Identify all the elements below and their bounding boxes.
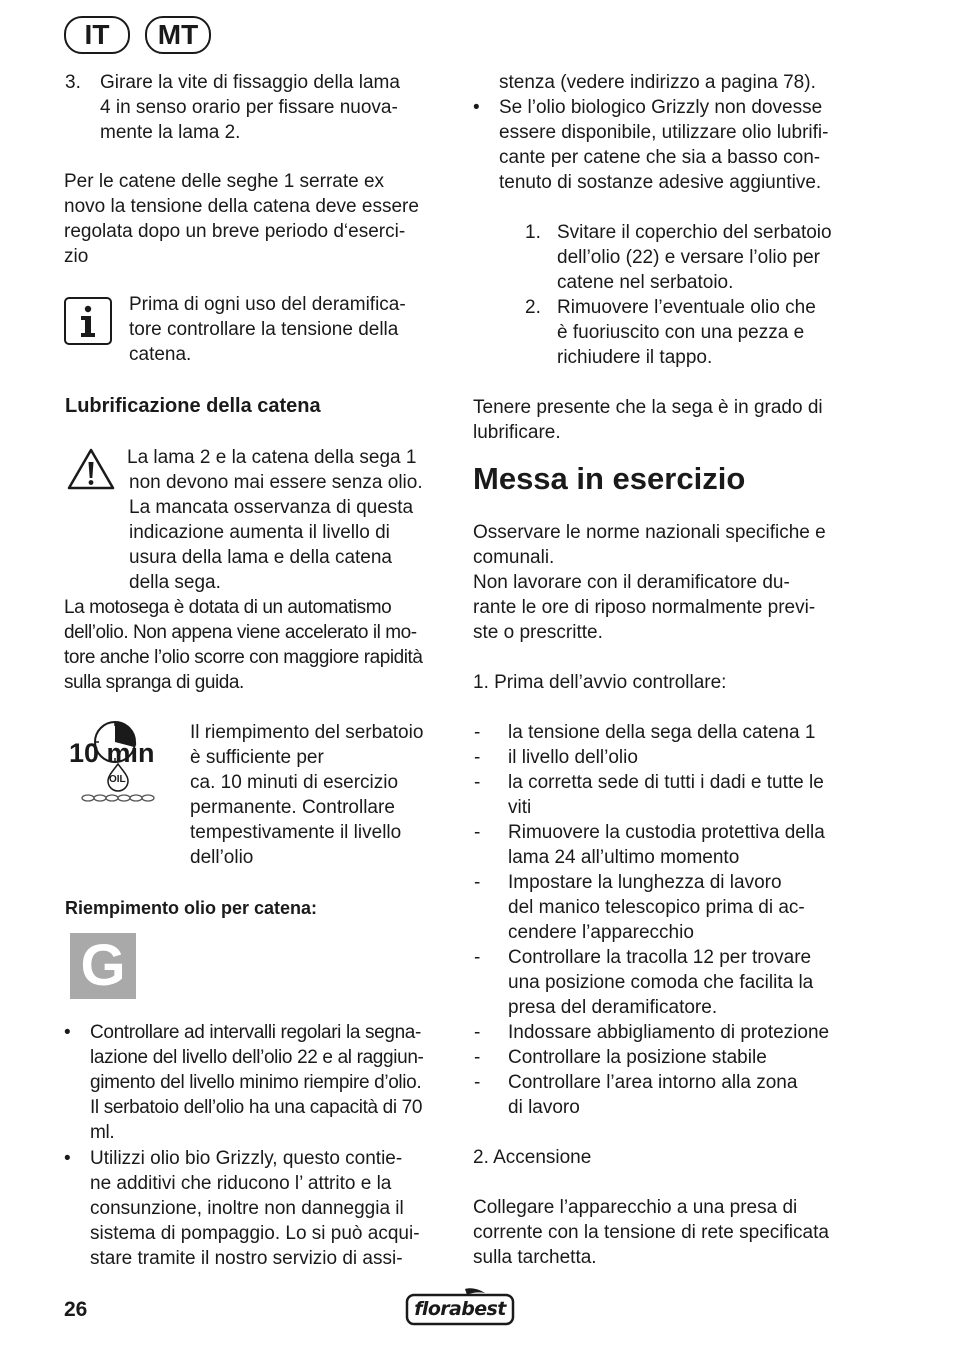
text-line: stenza (vedere indirizzo a pagina 78). [499,72,816,93]
warning-icon [66,447,116,491]
text-line: del manico telescopico prima di ac- [508,897,805,918]
text-line: è fuoriuscito con una pezza e [557,322,805,343]
text-line: indicazione aumenta il livello di [129,522,390,543]
dash-marker: - [474,1022,481,1043]
text-line: non devono mai essere senza olio. [129,472,423,493]
text-line: tempestivamente il livello [190,822,402,843]
text-line: Se l’olio biologico Grizzly non dovesse [499,97,823,118]
text-line: La mancata osservanza di questa [129,497,414,518]
text-line: ml. [90,1122,115,1143]
text-line: Svitare il coperchio del serbatoio [557,222,832,243]
text-line: corrente con la tensione di rete specificata [473,1222,829,1243]
bullet-marker: • [64,1022,71,1043]
step-number: 2. [525,297,541,318]
text-line: Collegare l’apparecchio a una presa di [473,1197,798,1218]
oil-timer-label: 10 min [69,738,155,768]
text-line: sulla spranga di guida. [64,672,244,693]
text-line: Utilizzi olio bio Grizzly, questo contie- [90,1148,403,1169]
language-badge-mt: MT [145,16,211,54]
text-line: rante le ore di riposo normalmente previ- [473,597,816,618]
info-icon [64,297,112,345]
text-line: il livello dell’olio [508,747,638,768]
text-line: ne additivi che riducono l’ attrito e la [90,1173,392,1194]
dash-marker: - [474,947,481,968]
page-number: 26 [64,1298,88,1321]
text-line: tore controllare la tensione della [129,319,399,340]
text-line: ca. 10 minuti di esercizio [190,772,399,793]
dash-marker: - [474,722,481,743]
text-line: essere disponibile, utilizzare olio lubrifi- [499,122,829,143]
text-line: stare tramite il nostro servizio di assi- [90,1248,403,1269]
bullet-marker: • [473,97,480,118]
text-line: Prima di ogni uso del deramifica- [129,294,406,315]
text-line: della sega. [129,572,221,593]
text-line: la tensione della sega della catena 1 [508,722,816,743]
text-line: Controllare la posizione stabile [508,1047,767,1068]
text-line: Il riempimento del serbatoio [190,722,424,743]
figure-reference-g [70,933,136,999]
text-line: 4 in senso orario per fissare nuova- [100,97,398,118]
text-line: Tenere presente che la sega è in grado di [473,397,823,418]
text-line: Indossare abbigliamento di protezione [508,1022,830,1043]
text-line: sulla tarchetta. [473,1247,597,1268]
dash-marker: - [474,822,481,843]
text-line: usura della lama e della catena [129,547,393,568]
oil-timer-icon [66,716,166,812]
text-line: cendere l’apparecchio [508,922,694,943]
text-line: viti [508,797,532,818]
florabest-logo [405,1287,515,1327]
text-line: consunzione, inoltre non danneggia il [90,1198,404,1219]
step-number: 1. [525,222,541,243]
text-line: gimento del livello minimo riempire d’olio. [90,1072,422,1093]
text-line: Non lavorare con il deramificatore du- [473,572,790,593]
step-number: 3. [65,72,81,93]
text-line: tore anche l’olio scorre con maggiore rapidità [64,647,423,668]
text-line: una posizione comoda che facilita la [508,972,814,993]
text-line: novo la tensione della catena deve essere [64,196,419,217]
text-line: Il serbatoio dell’olio ha una capacità di 70 [90,1097,423,1118]
text-line: Per le catene delle seghe 1 serrate ex [64,171,385,192]
dash-marker: - [474,747,481,768]
heading-lubrication: Lubrificazione della catena [65,395,321,417]
section-title: Messa in esercizio [473,461,746,496]
dash-marker: - [474,1047,481,1068]
text-line: La motosega è dotata di un automatismo [64,597,392,618]
text-line: zio [64,246,89,267]
text-line: permanente. Controllare [190,797,395,818]
text-line: catena. [129,344,192,365]
text-line: Controllare ad intervalli regolari la segna- [90,1022,421,1043]
text-line: Rimuovere la custodia protettiva della [508,822,825,843]
text-line: dell’olio [190,847,254,868]
bullet-marker: • [64,1148,71,1169]
power-on-title: 2. Accensione [473,1147,592,1168]
dash-marker: - [474,772,481,793]
text-line: lama 24 all’ultimo momento [508,847,740,868]
text-line: Controllare la tracolla 12 per trovare [508,947,812,968]
text-line: Rimuovere l’eventuale olio che [557,297,816,318]
dash-marker: - [474,1072,481,1093]
text-line: comunali. [473,547,555,568]
text-line: Impostare la lunghezza di lavoro [508,872,782,893]
text-line: dell’olio. Non appena viene accelerato il mo- [64,622,417,643]
text-line: catene nel serbatoio. [557,272,734,293]
language-badge-it: IT [64,16,130,54]
text-line: ste o prescritte. [473,622,603,643]
text-line: Osservare le norme nazionali specifiche e [473,522,826,543]
heading-oil-fill: Riempimento olio per catena: [65,898,318,918]
text-line: la corretta sede di tutti i dadi e tutte le [508,772,824,793]
text-line: Controllare l’area intorno alla zona [508,1072,798,1093]
text-line: presa del deramificatore. [508,997,718,1018]
text-line: richiudere il tappo. [557,347,713,368]
text-line: di lavoro [508,1097,580,1118]
text-line: regolata dopo un breve periodo d‘eserci- [64,221,406,242]
text-line: sistema di pompaggio. Lo si può acqui- [90,1223,420,1244]
text-line: mente la lama 2. [100,122,241,143]
text-line: è sufficiente per [190,747,324,768]
text-line: dell’olio (22) e versare l’olio per [557,247,820,268]
text-line: Girare la vite di fissaggio della lama [100,72,400,93]
text-line: La lama 2 e la catena della sega 1 [127,447,417,468]
text-line: lazione del livello dell’olio 22 e al raggiun- [90,1047,424,1068]
text-line: cante per catene che sia a basso con- [499,147,821,168]
text-line: tenuto di sostanze adesive aggiuntive. [499,172,822,193]
oil-drop-label: OIL [109,774,126,785]
dash-marker: - [474,872,481,893]
figure-letter: G [80,933,126,998]
check-list-title: 1. Prima dell’avvio controllare: [473,672,727,693]
logo-wordmark: florabest [414,1298,506,1320]
text-line: lubrificare. [473,422,561,443]
